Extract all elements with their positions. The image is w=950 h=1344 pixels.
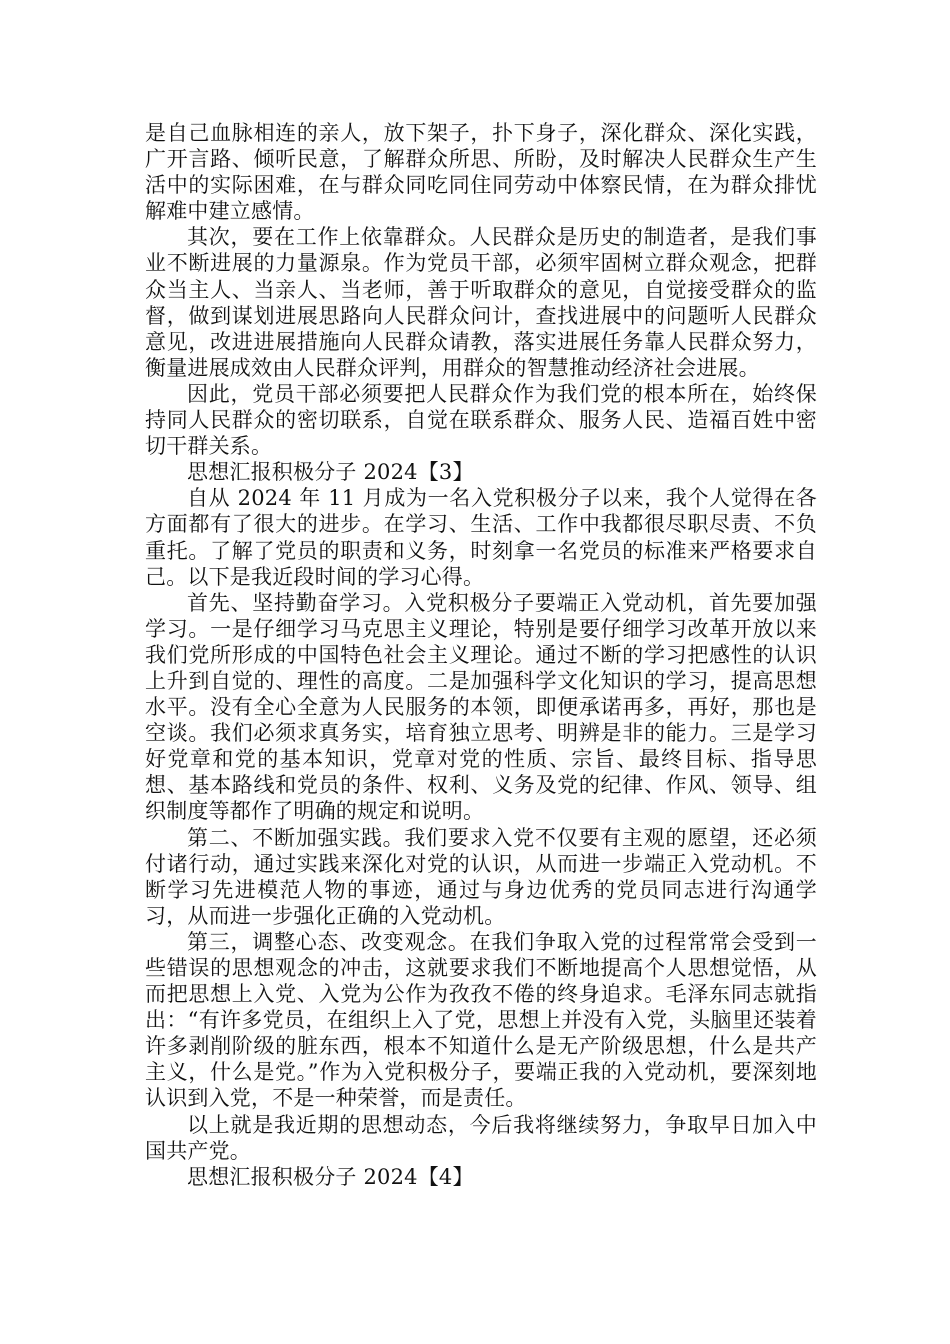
section-heading-3: 思想汇报积极分子 2024【3】 bbox=[187, 460, 474, 485]
paragraph-therefore: 因此，党员干部必须要把人民群众作为我们党的根本所在，始终保持同人民群众的密切联系，自觉在联系群众、服务人民、造福百姓中密切干群关系。 bbox=[145, 381, 817, 459]
section-heading-4: 思想汇报积极分子 2024【4】 bbox=[187, 1164, 474, 1189]
paragraph-diligent-study: 首先、坚持勤奋学习。入党积极分子要端正入党动机，首先要加强学习。一是仔细学习马克思主义理论，特别是要仔细学习改革开放以来我们党所形成的中国特色社会主义理论。通过不断的学习把感性的认识上升到自觉的、理性的高度。二是加强科学文化知识的学习，提高思想水平。没有全心全意为人民服务的本领，即便承诺再多，再好，那也是空谈。我们必须求真务实，培育独立思考、明辨是非的能力。三是学习好党章和党的基本知识，党章对党的性质、宗旨、最终目标、指导思想、基本路线和党员的条件、权利、义务及党的纪律、作风、领导、组织制度等都作了明确的规定和说明。 bbox=[145, 590, 817, 824]
paragraph-work-rely-on-masses: 其次，要在工作上依靠群众。人民群众是历史的制造者，是我们事业不断进展的力量源泉。作为党员干部，必须牢固树立群众观念，把群众当主人、当亲人、当老师，善于听取群众的意见，自觉接受群众的监督，做到谋划进展思路向人民群众问计，查找进展中的问题听人民群众意见，改进进展措施向人民群众请教，落实进展任务靠人民群众努力，衡量进展成效由人民群众评判，用群众的智慧推动经济社会进展。 bbox=[145, 225, 817, 380]
paragraph-conclusion: 以上就是我近期的思想动态，今后我将继续努力，争取早日加入中国共产党。 bbox=[145, 1112, 817, 1163]
paragraph-since-becoming-activist: 自从 2024 年 11 月成为一名入党积极分子以来，我个人觉得在各方面都有了很大的进步。在学习、生活、工作中我都很尽职尽责、不负重托。了解了党员的职责和义务，时刻拿一名党员的标准来严格要求自己。以下是我近段时间的学习心得。 bbox=[145, 486, 817, 589]
paragraph-continuation: 是自己血脉相连的亲人，放下架子，扑下身子，深化群众、深化实践，广开言路、倾听民意，了解群众所思、所盼，及时解决人民群众生产生活中的实际困难，在与群众同吃同住同劳动中体察民情，在为群众排忧解难中建立感情。 bbox=[145, 121, 817, 224]
paragraph-strengthen-practice: 第二、不断加强实践。我们要求入党不仅要有主观的愿望，还必须付诸行动，通过实践来深化对党的认识，从而进一步端正入党动机。不断学习先进模范人物的事迹，通过与身边优秀的党员同志进行沟通学习，从而进一步强化正确的入党动机。 bbox=[145, 825, 817, 928]
document-page bbox=[145, 120, 817, 1190]
paragraph-adjust-mindset: 第三，调整心态、改变观念。在我们争取入党的过程常常会受到一些错误的思想观念的冲击，这就要求我们不断地提高个人思想觉悟，从而把思想上入党、入党为公作为孜孜不倦的终身追求。毛泽东同志就指出：“有许多党员，在组织上入了党，思想上并没有入党，头脑里还装着许多剥削阶级的脏东西，根本不知道什么是无产阶级思想，什么是共产主义，什么是党。”作为入党积极分子，要端正我的入党动机，要深刻地认识到入党，不是一种荣誉，而是责任。 bbox=[145, 929, 817, 1111]
